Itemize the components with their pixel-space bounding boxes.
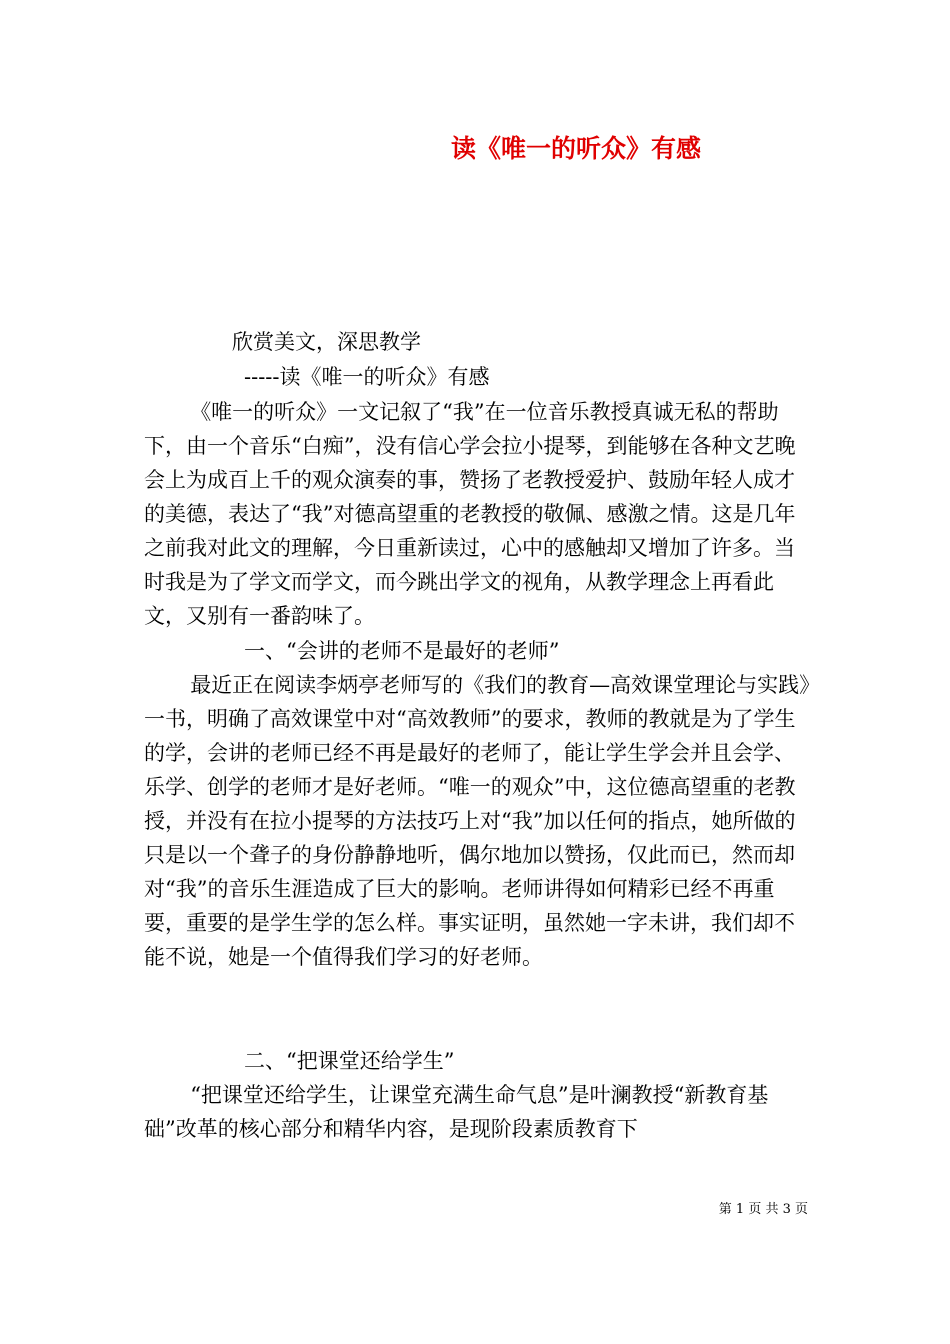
subtitle-line-2: -----读《唯一的听众》有感 [244, 365, 490, 389]
paragraph-1: 《唯一的听众》一文记叙了“我”在一位音乐教授真诚无私的帮助下，由一个音乐“白痴”，没有信心学会拉小提琴，到能够在各种文艺晚会上为成百上千的观众演奏的事，赞扬了老教授爱护、鼓励年轻人成才的美德，表达了“我”对德高望重的老教授的敬佩、感激之情。这是几年之前我对此文的理解，今日重新读过，心中的感触却又增加了许多。当时我是为了学文而学文，而今跳出学文的视角，从教学理念上再看此文，又别有一番韵味了。 [144, 400, 796, 628]
page-number-footer: 第 1 页 共 3 页 [718, 1202, 808, 1217]
paragraph-3: “把课堂还给学生，让课堂充满生命气息”是叶澜教授“新教育基础”改革的核心部分和精华内容，是现阶段素质教育下 [144, 1083, 769, 1141]
paragraph-2: 最近正在阅读李炳亭老师写的《我们的教育—高效课堂理论与实践》一书，明确了高效课堂中对“高效教师”的要求，教师的教就是为了学生的学，会讲的老师已经不再是最好的老师了，能让学生学会并且会学、乐学、创学的老师才是好老师。“唯一的观众”中，这位德高望重的老教授，并没有在拉小提琴的方法技巧上对“我”加以任何的指点，她所做的只是以一个聋子的身份静静地听，偶尔地加以赞扬，仅此而已，然而却对“我”的音乐生涯造成了巨大的影响。老师讲得如何精彩已经不再重要，重要的是学生学的怎么样。事实证明，虽然她一字未讲，我们却不能不说，她是一个值得我们学习的好老师。 [144, 673, 810, 969]
document-title: 读《唯一的听众》有感 [450, 134, 701, 163]
section-heading-2: 二、“把课堂还给学生” [244, 1049, 455, 1073]
section-heading-1: 一、“会讲的老师不是最好的老师” [244, 639, 560, 663]
subtitle-line-1: 欣赏美文，深思教学 [232, 330, 421, 354]
